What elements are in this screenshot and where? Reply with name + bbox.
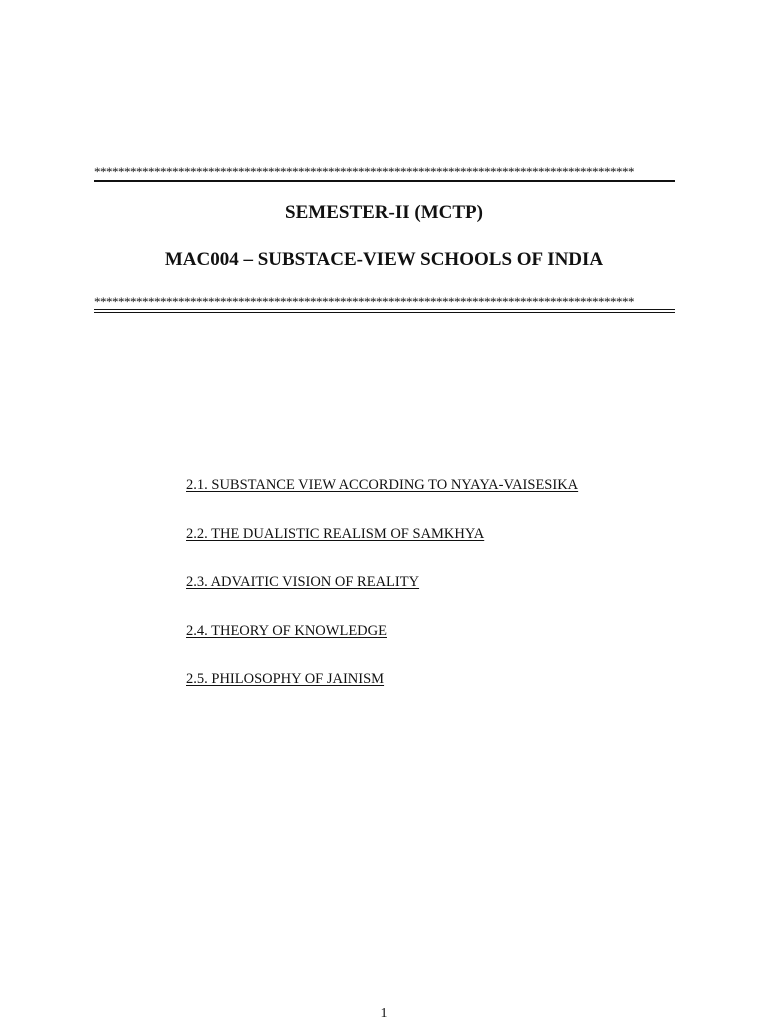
double-rule-line-lower bbox=[94, 312, 675, 313]
double-rule-line-upper bbox=[94, 309, 675, 310]
toc-item bbox=[186, 476, 578, 525]
toc-link-2-3[interactable]: 2.3. ADVAITIC VISION OF REALITY bbox=[186, 574, 420, 590]
toc-link-2-2[interactable]: 2.2. THE DUALISTIC REALISM OF SAMKHYA bbox=[186, 525, 485, 542]
asterisk-divider-bottom: ****************************************************************************************** bbox=[94, 296, 634, 308]
toc-link-2-1[interactable]: 2.1. SUBSTANCE VIEW ACCORDING TO NYAYA-VAISESIKA bbox=[186, 477, 579, 493]
toc-item bbox=[186, 670, 578, 719]
toc-item bbox=[186, 525, 578, 574]
toc-item bbox=[186, 573, 578, 622]
asterisk-divider-top: ****************************************************************************************** bbox=[94, 166, 634, 178]
rule-line-top bbox=[94, 180, 675, 182]
toc-link-2-4[interactable]: 2.4. THEORY OF KNOWLEDGE bbox=[186, 622, 387, 639]
course-heading: MAC004 – SUBSTACE-VIEW SCHOOLS OF INDIA bbox=[164, 249, 604, 270]
toc-link-2-5[interactable]: 2.5. PHILOSOPHY OF JAINISM bbox=[186, 671, 385, 687]
table-of-contents bbox=[186, 476, 578, 719]
toc-item bbox=[186, 622, 578, 671]
page-number: 1 bbox=[380, 1006, 388, 1021]
semester-heading: SEMESTER-II (MCTP) bbox=[285, 202, 483, 223]
